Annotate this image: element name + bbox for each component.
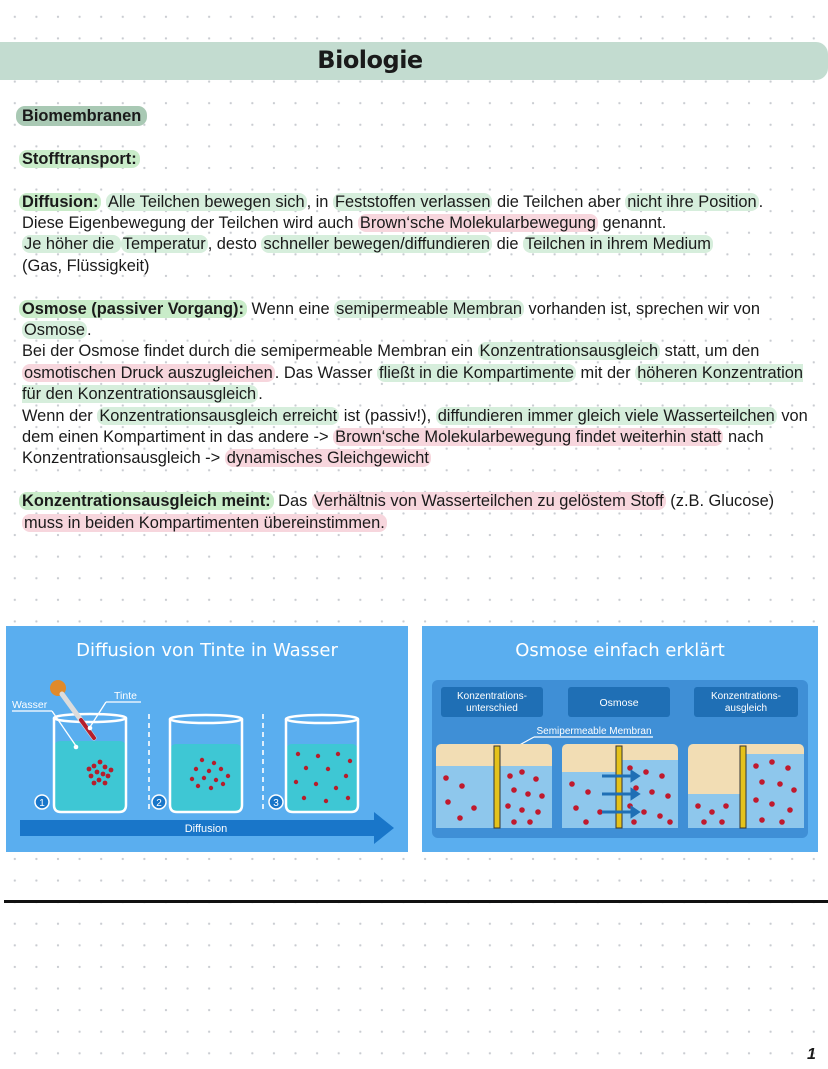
- section-subheading: Stofftransport:: [22, 149, 812, 170]
- diffusion-paragraph: Diffusion: Alle Teilchen bewegen sich , in Feststoffen verlassen die Teilchen aber nicht ihre Position . Diese Eigenbewegung der Teilchen wird auch Brown‘sche Molekularbewegung genannt. Je höher die Temperatur , desto schneller bewegen/diffundieren die Teilchen in ihrem Medium (Gas, Flüssigkeit): [22, 192, 812, 278]
- section-divider: [4, 900, 828, 903]
- step-number-3: 3: [273, 798, 279, 809]
- section-heading: Biomembranen: [22, 106, 812, 127]
- pipette-icon: [50, 680, 94, 738]
- box3-line2: ausgleich: [724, 703, 768, 714]
- osmose-paragraph: Osmose (passiver Vorgang): Wenn eine semipermeable Membran vorhanden ist, sprechen wir von Osmose . Bei der Osmose findet durch die semipermeable Membran ein Konzentrationsausgleich statt, um den osmotischen Druck auszugleichen . Das Wasser fließt in die Kompartimente mit der höheren Konzentration für den Konzentrationsausgleich . Wenn der Konzentrationsausgleich erreicht ist (passiv!), diffundieren immer gleich viele Wasserteilchen von dem einen Kompartiment in das andere -> Brown‘sche Molekularbewegung findet weiterhin statt nach Konzentrationsausgleich -> dynamisches Gleichgewicht: [22, 299, 812, 470]
- membrane-label: Semipermeable Membran: [536, 726, 652, 737]
- membrane-1: [494, 746, 500, 828]
- step-number-1: 1: [39, 798, 45, 809]
- osmose-figure: [422, 626, 818, 852]
- page-number: 1: [807, 1046, 816, 1063]
- compartment-after: [688, 744, 804, 828]
- membrane-3: [740, 746, 746, 828]
- notes-body: [22, 106, 812, 534]
- box1-line2: unterschied: [466, 703, 518, 714]
- diffusion-illustration: [6, 626, 408, 852]
- page-title: Biologie: [317, 46, 423, 74]
- step-number-2: 2: [156, 798, 162, 809]
- label-tinte: Tinte: [114, 690, 137, 702]
- beaker-3: [286, 715, 358, 812]
- diffusion-arrow-label: Diffusion: [184, 823, 228, 835]
- konzentrationsausgleich-paragraph: Konzentrationsausgleich meint: Das Verhältnis von Wasserteilchen zu gelöstem Stoff (z.B. Glucose) muss in beiden Kompartimenten übereinstimmen.: [22, 491, 812, 534]
- compartment-during: [562, 744, 678, 828]
- box1-line1: Konzentrations-: [456, 691, 528, 702]
- diffusion-figure-title: Diffusion von Tinte in Wasser: [76, 640, 338, 661]
- membrane-2: [616, 746, 622, 828]
- compartment-before: [436, 744, 552, 828]
- box3-line1: Konzentrations-: [710, 691, 782, 702]
- diffusion-figure: [6, 626, 408, 852]
- label-wasser: Wasser: [12, 699, 48, 711]
- box2-label: Osmose: [599, 697, 639, 709]
- osmose-illustration: [422, 626, 818, 852]
- osmose-figure-title: Osmose einfach erklärt: [515, 640, 725, 661]
- beaker-2: [170, 715, 242, 812]
